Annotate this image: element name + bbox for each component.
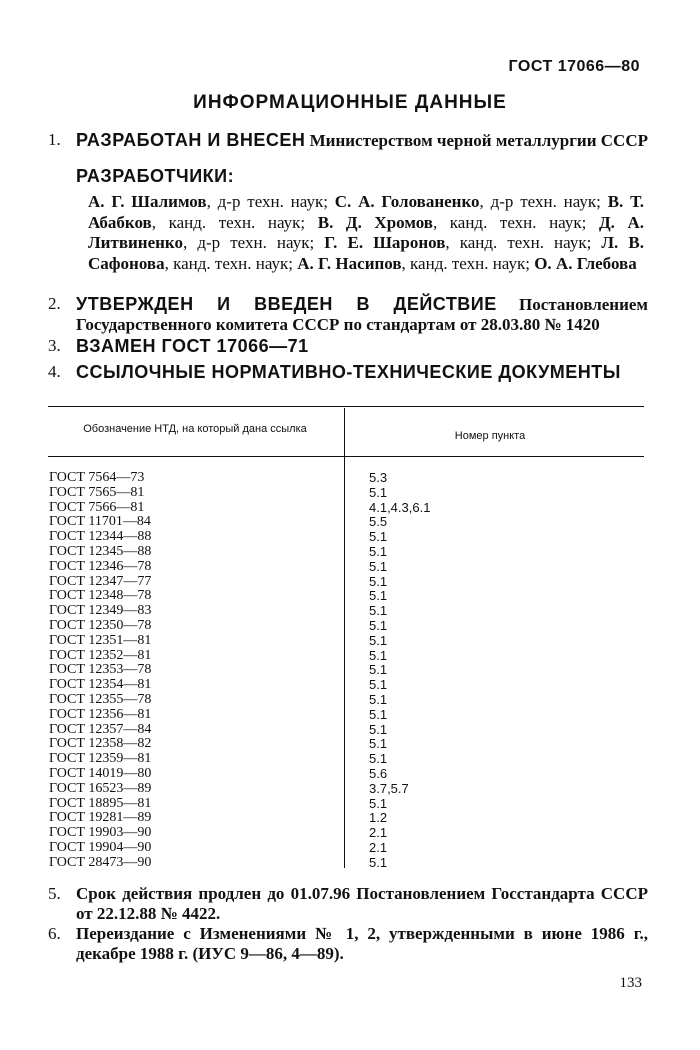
section-3-lead: ВЗАМЕН ГОСТ 17066—71	[76, 336, 309, 356]
row-document: ГОСТ 12351—81	[49, 632, 152, 648]
table-row	[0, 752, 700, 766]
row-document: ГОСТ 12357—84	[49, 721, 152, 737]
developer-name: О. А. Глебова	[534, 253, 637, 273]
section-5-text: Срок действия продлен до 01.07.96 Постановлением Госстандарта СССР от 22.12.88 № 4422.	[76, 884, 648, 923]
section-1	[48, 130, 648, 151]
developer-name: Г. Е. Шаронов	[324, 233, 446, 252]
row-document: ГОСТ 12348—78	[49, 588, 152, 604]
section-2	[48, 294, 648, 335]
developer-name: А. Г. Шалимов	[88, 192, 207, 211]
row-document: ГОСТ 11701—84	[49, 514, 151, 530]
row-item: 5.1	[369, 692, 388, 707]
developer-title: , д-р техн. наук;	[183, 233, 325, 252]
row-document: ГОСТ 12356—81	[49, 706, 152, 722]
section-6-text: Переиздание с Изменениями № 1, 2, утвержденными в июне 1986 г., декабре 1988 г. (ИУС 9—86, 4—89).	[76, 924, 648, 963]
row-item: 5.1	[369, 721, 388, 737]
row-document: ГОСТ 7565—81	[49, 484, 145, 500]
section-4-lead: ССЫЛОЧНЫЕ НОРМАТИВНО-ТЕХНИЧЕСКИЕ ДОКУМЕНТЫ	[76, 362, 621, 382]
developer-name: В. Т. Абабков	[88, 192, 644, 232]
table-row	[0, 545, 700, 559]
table-row	[0, 663, 700, 677]
row-item: 5.1	[369, 795, 388, 811]
section-1-text: Министерством черной металлургии СССР	[305, 131, 648, 150]
row-document: ГОСТ 12347—77	[49, 573, 152, 589]
table-row	[0, 501, 700, 515]
row-item: 5.1	[369, 588, 388, 604]
section-6	[48, 924, 648, 964]
row-item: 5.1	[369, 544, 388, 559]
table-row	[0, 826, 700, 840]
row-document: ГОСТ 12355—78	[49, 692, 152, 707]
row-document: ГОСТ 12344—88	[49, 529, 152, 545]
section-1-number: 1.	[48, 130, 61, 149]
table-row	[0, 797, 700, 811]
table-row	[0, 767, 700, 781]
developer-title: , канд. техн. наук;	[401, 253, 535, 273]
row-document: ГОСТ 12346—78	[49, 558, 152, 574]
table-row	[0, 486, 700, 500]
row-document: ГОСТ 16523—89	[49, 780, 152, 796]
section-2-text: Постановлением Государственного комитета СССР по стандартам от 28.03.80 № 1420	[76, 295, 649, 334]
row-document: ГОСТ 14019—80	[49, 766, 152, 781]
table-row	[0, 782, 700, 796]
table-header-document: Обозначение НТД, на который дана ссылка	[83, 423, 307, 435]
table-top-rule	[48, 406, 644, 407]
table-row	[0, 619, 700, 633]
row-item: 5.1	[369, 573, 388, 589]
section-5-number: 5.	[48, 884, 61, 903]
standard-code: ГОСТ 17066—80	[508, 58, 640, 75]
table-row	[0, 634, 700, 648]
developer-name: Д. А. Литвиненко	[88, 212, 644, 252]
table-row	[0, 708, 700, 722]
row-document: ГОСТ 12352—81	[49, 647, 152, 663]
section-2-lead: УТВЕРЖДЕН И ВВЕДЕН В ДЕЙСТВИЕ	[76, 294, 497, 314]
row-item: 5.1	[369, 529, 388, 545]
row-item: 4.1,4.3,6.1	[369, 499, 431, 515]
row-document: ГОСТ 12345—88	[49, 544, 152, 559]
section-2-number: 2.	[48, 294, 61, 313]
page-number: 133	[619, 975, 642, 991]
row-document: ГОСТ 12358—82	[49, 736, 152, 752]
section-6-number: 6.	[48, 924, 61, 943]
table-row	[0, 530, 700, 544]
table-row	[0, 723, 700, 737]
row-item: 5.1	[369, 558, 388, 574]
row-item: 5.1	[369, 736, 388, 752]
table-header-rule	[48, 456, 644, 457]
row-document: ГОСТ 12354—81	[49, 677, 152, 693]
row-item: 5.1	[369, 751, 388, 767]
table-row	[0, 811, 700, 825]
row-item: 5.5	[369, 514, 388, 530]
section-5	[48, 884, 648, 924]
row-item: 2.1	[369, 825, 388, 841]
developer-title: , канд. техн. наук;	[151, 212, 318, 232]
table-row	[0, 471, 700, 485]
page-title: ИНФОРМАЦИОННЫЕ ДАННЫЕ	[193, 92, 507, 113]
row-document: ГОСТ 18895—81	[49, 795, 152, 811]
developer-title: , д-р техн. наук;	[479, 192, 608, 211]
section-1-lead: РАЗРАБОТАН И ВНЕСЕН	[76, 130, 306, 150]
table-row	[0, 693, 700, 707]
row-item: 3.7,5.7	[369, 780, 409, 796]
row-item: 5.6	[369, 766, 388, 781]
row-document: ГОСТ 19903—90	[49, 825, 152, 841]
row-document: ГОСТ 12359—81	[49, 751, 152, 767]
developer-name: С. А. Голованенко	[334, 192, 480, 211]
row-document: ГОСТ 7566—81	[49, 499, 145, 515]
table-row	[0, 678, 700, 692]
row-document: ГОСТ 12350—78	[49, 618, 152, 633]
developer-name: Л. В. Сафонова	[88, 233, 644, 273]
row-item: 5.1	[369, 603, 388, 619]
section-4-number: 4.	[48, 362, 61, 381]
row-item: 5.1	[369, 484, 388, 500]
section-3	[48, 336, 648, 357]
table-row	[0, 856, 700, 870]
table-row	[0, 575, 700, 589]
table-row	[0, 841, 700, 855]
table-row	[0, 560, 700, 574]
section-4	[48, 362, 648, 383]
developers-heading: РАЗРАБОТЧИКИ:	[76, 166, 235, 186]
table-row	[0, 589, 700, 603]
row-document: ГОСТ 12353—78	[49, 662, 152, 678]
row-item: 5.1	[369, 662, 388, 678]
row-document: ГОСТ 28473—90	[49, 854, 152, 870]
row-document: ГОСТ 19904—90	[49, 840, 152, 855]
section-3-number: 3.	[48, 336, 61, 355]
developer-title: , канд. техн. наук;	[445, 233, 602, 252]
developer-name: В. Д. Хромов	[317, 212, 433, 232]
row-item: 5.1	[369, 854, 388, 870]
row-item: 5.1	[369, 677, 388, 693]
row-item: 1.2	[369, 810, 388, 826]
table-row	[0, 604, 700, 618]
row-item: 2.1	[369, 840, 388, 855]
row-item: 5.1	[369, 632, 388, 648]
table-row	[0, 649, 700, 663]
table-row	[0, 737, 700, 751]
developer-title: , д-р техн. наук;	[206, 192, 335, 211]
row-document: ГОСТ 19281—89	[49, 810, 152, 826]
developer-title: , канд. техн. наук;	[432, 212, 599, 232]
row-item: 5.1	[369, 706, 388, 722]
row-item: 5.3	[369, 470, 388, 485]
developers-list	[88, 192, 644, 274]
developer-name: А. Г. Насипов	[297, 253, 402, 273]
row-item: 5.1	[369, 618, 388, 633]
developer-title: , канд. техн. наук;	[164, 253, 298, 273]
table-row	[0, 515, 700, 529]
table-header-item: Номер пункта	[454, 430, 526, 442]
row-document: ГОСТ 7564—73	[49, 470, 145, 485]
row-document: ГОСТ 12349—83	[49, 603, 152, 619]
row-item: 5.1	[369, 647, 388, 663]
